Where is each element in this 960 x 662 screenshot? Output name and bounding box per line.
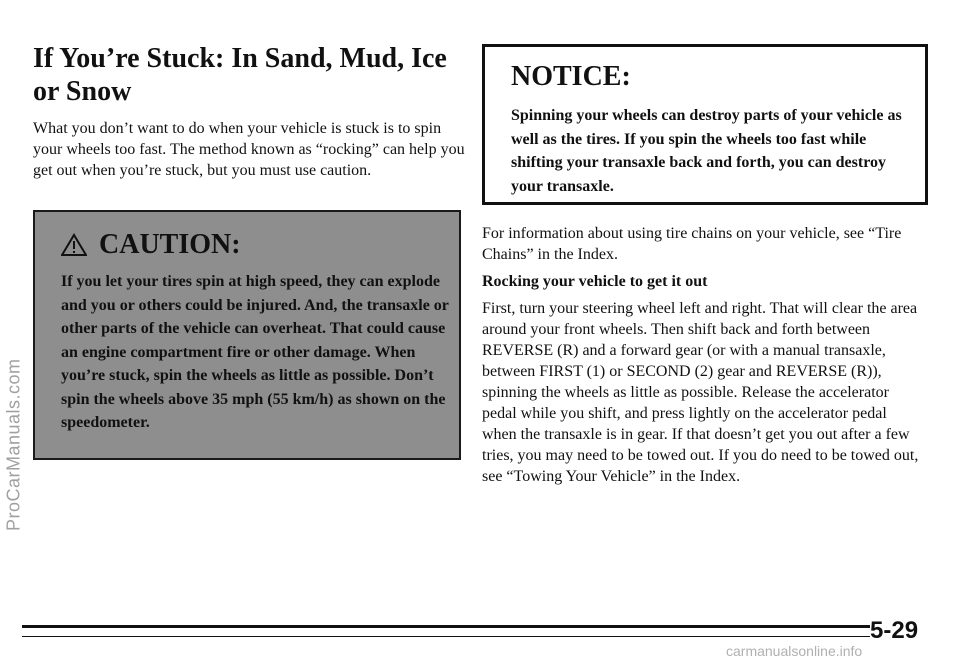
- caution-heading: [61, 229, 241, 261]
- intro-paragraph: What you don’t want to do when your vehicle is stuck is to spin your wheels too fast. The method known as “rocking” can help you get out when you’re stuck, but you must use caution.: [33, 120, 465, 179]
- side-watermark: ProCarManuals.com: [3, 358, 24, 532]
- caution-title: CAUTION:: [99, 229, 241, 260]
- tire-chains-paragraph: For information about using tire chains on your vehicle, see “Tire Chains” in the Index.: [482, 225, 902, 263]
- caution-box: [33, 210, 461, 460]
- notice-body: Spinning your wheels can destroy parts of your vehicle as well as the tires. If you spin the wheels too fast while shifting your transaxle back and forth, you can destroy your transaxle.: [511, 107, 902, 195]
- footer-rule-thin: [22, 636, 870, 637]
- warning-triangle-icon: [61, 233, 87, 257]
- right-column-text: [482, 223, 922, 493]
- notice-title: NOTICE:: [511, 61, 631, 92]
- rocking-subheading: Rocking your vehicle to get it out: [482, 273, 708, 290]
- section-heading: If You’re Stuck: In Sand, Mud, Ice or Snow: [33, 43, 447, 107]
- notice-box: [482, 44, 928, 205]
- page-number: 5-29: [870, 617, 919, 644]
- left-column: [33, 42, 465, 181]
- bottom-watermark: carmanualsonline.info: [726, 643, 863, 659]
- caution-body: If you let your tires spin at high speed, they can explode and you or others could be injured. And, the transaxle or other parts of the vehicle can overheat. That could cause an engine compartment fire or other damage. When you’re stuck, spin the wheels as little as possible. Don’t spin the wheels above 35 mph (55 km/h) as shown on the speedometer.: [61, 273, 449, 431]
- rocking-paragraph: First, turn your steering wheel left and right. That will clear the area around your front wheels. Then shift back and forth between REVERSE (R) and a forward gear (or with a manual transaxle, between FIRST (1) or SECOND (2) gear and REVERSE (R)), spinning the wheels as little as possible. Release the accelerator pedal while you shift, and press lightly on the accelerator pedal when the transaxle is in gear. If that doesn’t get you out after a few tries, you may need to be towed out. If you do need to be towed out, see “Towing Your Vehicle” in the Index.: [482, 300, 919, 485]
- footer-rule-thick: [22, 625, 870, 628]
